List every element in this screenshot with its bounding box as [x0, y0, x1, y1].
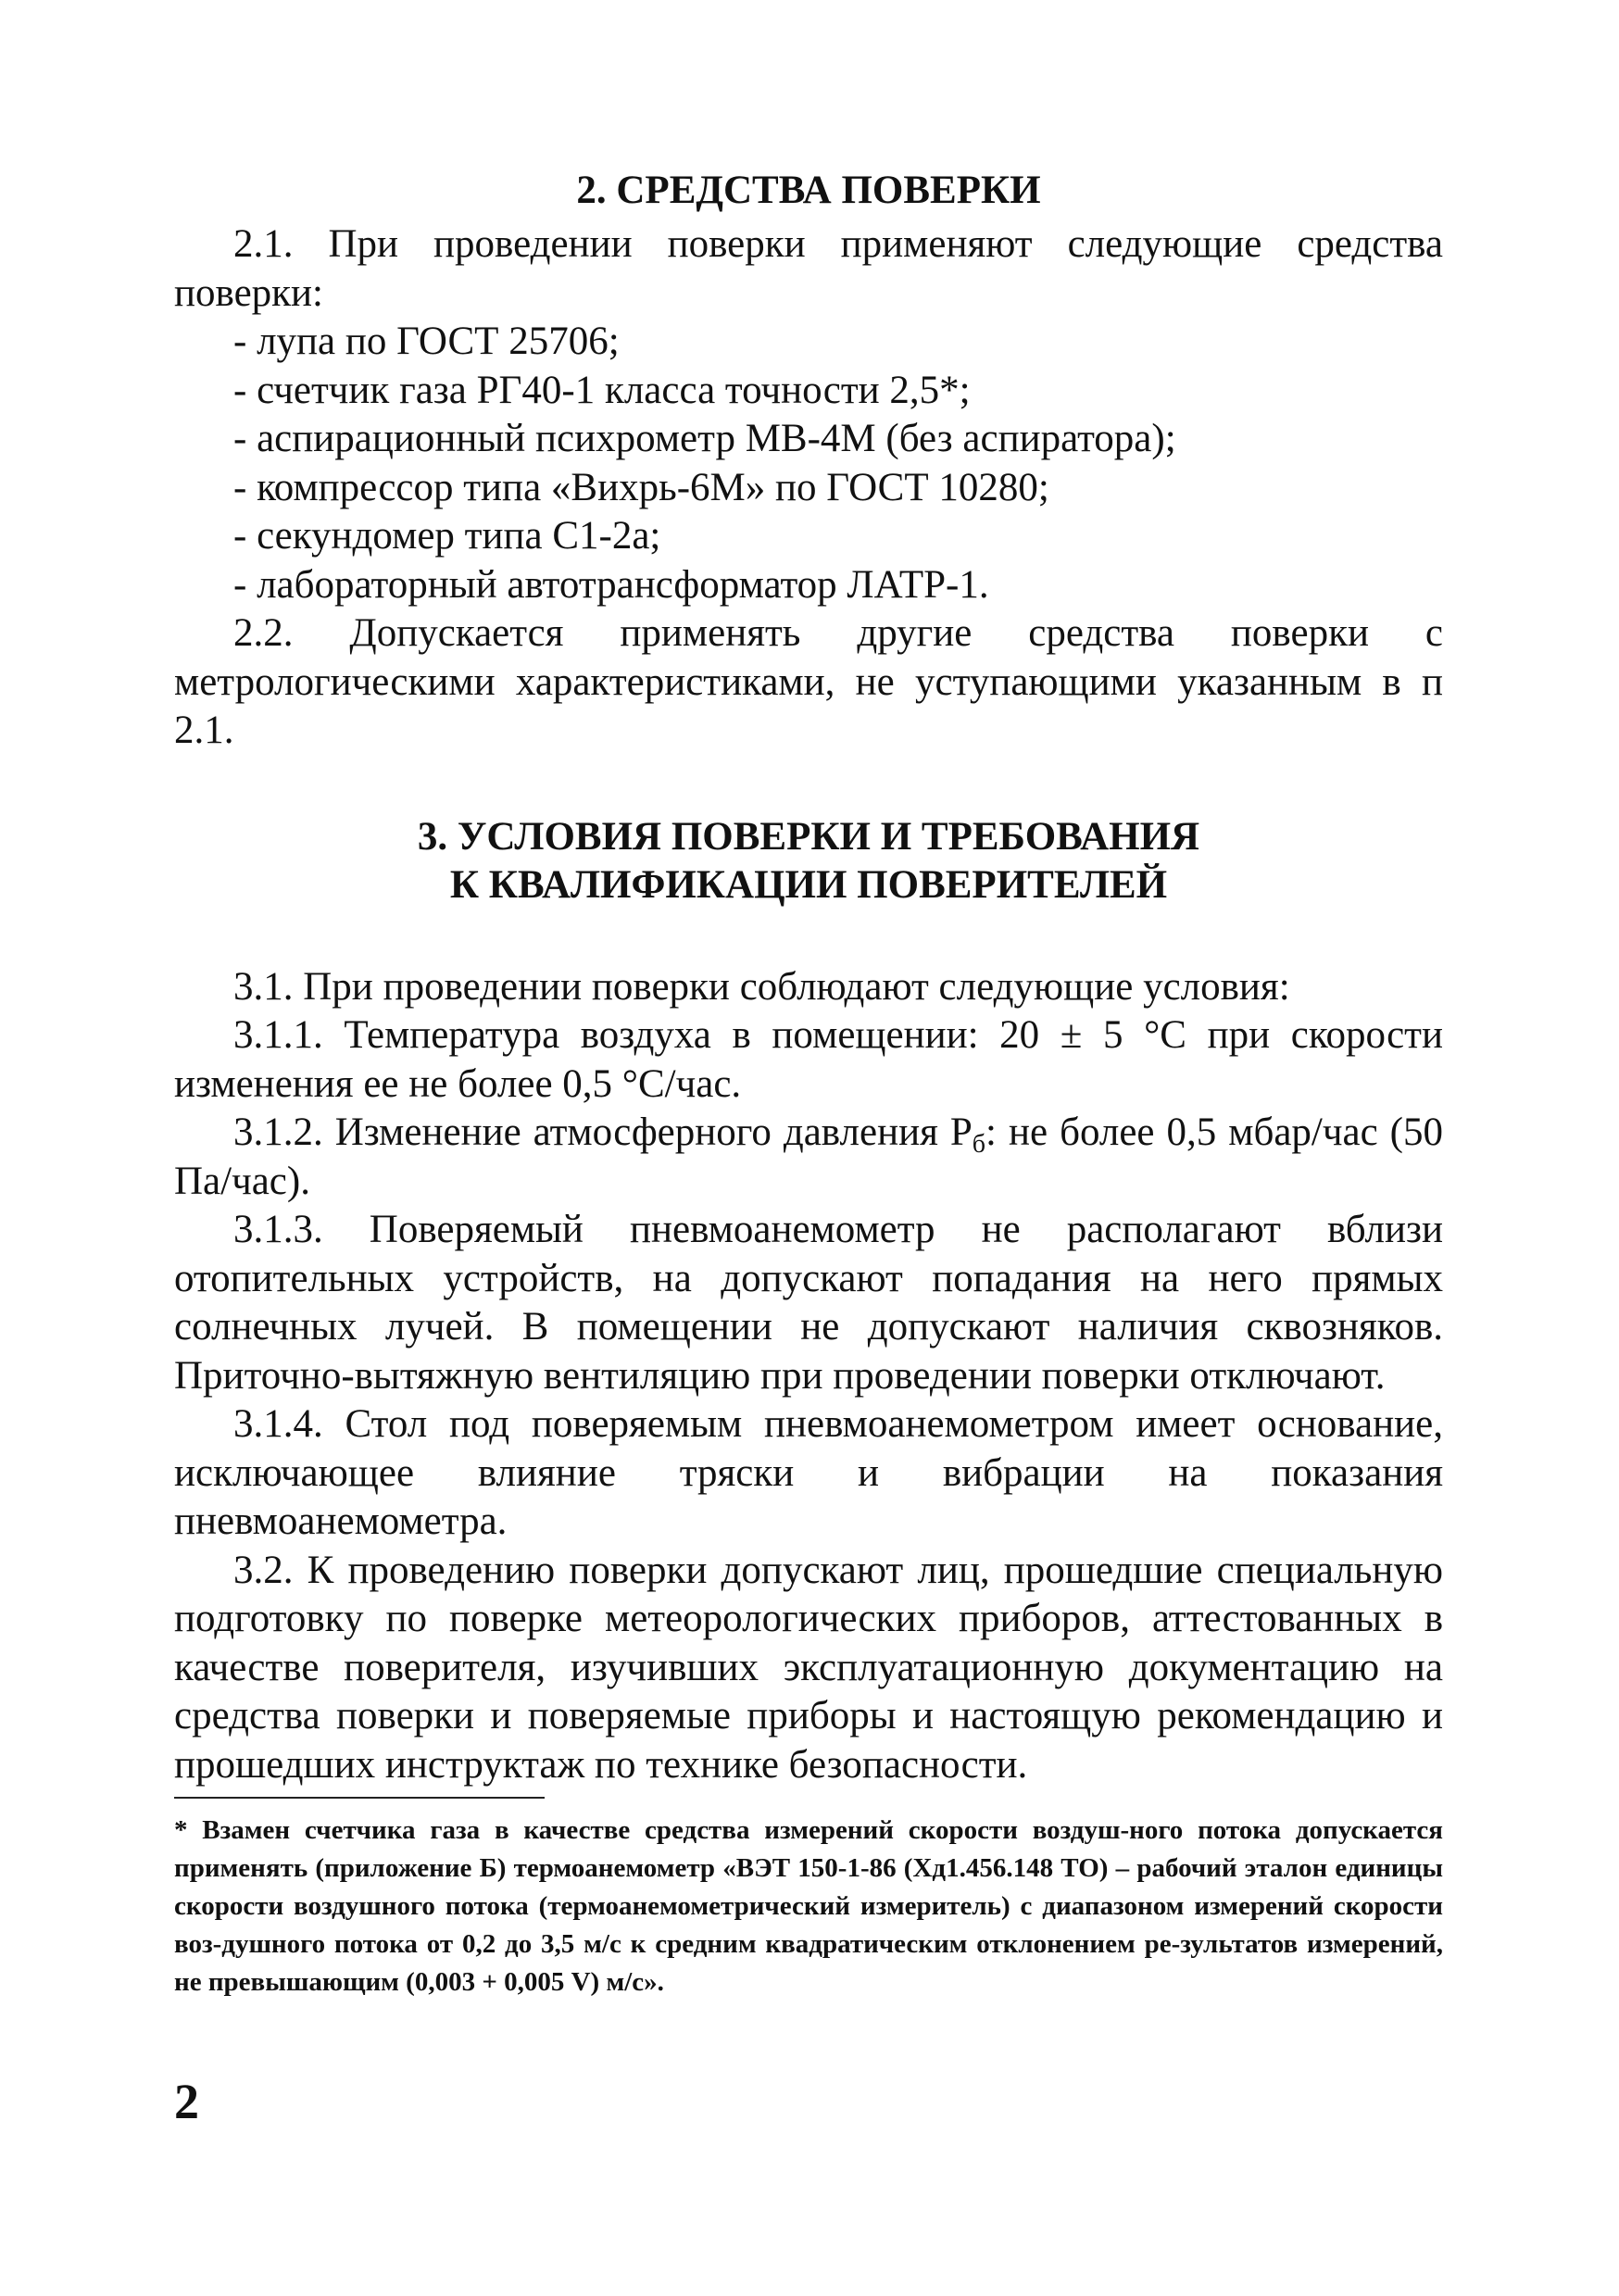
paragraph-3-1-1: 3.1.1. Температура воздуха в помещении: 20 ± 5 °С при скорости изменения ее не более 0,5 °С/час. — [174, 1013, 1443, 1106]
page-number: 2 — [174, 2074, 199, 2129]
section-3-title-line-1: 3. УСЛОВИЯ ПОВЕРКИ И ТРЕБОВАНИЯ — [417, 814, 1200, 859]
section-3-title-line-2: К КВАЛИФИКАЦИИ ПОВЕРИТЕЛЕЙ — [449, 862, 1168, 907]
paragraph-3-1-2-text-end: : не более 0,5 мбар/час (50 Па/час). — [174, 1110, 1443, 1203]
paragraph-3-1-2-text: 3.1.2. Изменение атмосферного давления Р — [233, 1110, 973, 1154]
footnote-separator — [174, 1797, 545, 1799]
verification-tools-list — [174, 318, 1443, 609]
section-3-title — [174, 813, 1443, 910]
list-item: - лабораторный автотрансформатор ЛАТР-1. — [233, 562, 989, 607]
list-item: - лупа по ГОСТ 25706; — [233, 320, 620, 363]
list-item: - компрессор типа «Вихрь-6М» по ГОСТ 10280; — [233, 465, 1049, 509]
paragraph-3-1-4: 3.1.4. Стол под поверяемым пневмоанемометром имеет основание, исключающее влияние тряски и вибрации на показания пневмоанемометра. — [174, 1402, 1443, 1543]
list-item: - счетчик газа РГ40-1 класса точности 2,5*; — [233, 368, 971, 412]
list-item: - аспирационный психрометр МВ-4М (без аспиратора); — [233, 417, 1176, 460]
paragraph-2-2: 2.2. Допускается применять другие средства поверки с метрологическими характеристиками, не уступающими указанным в п 2.1. — [174, 611, 1443, 752]
paragraph-2-1: 2.1. При проведении поверки применяют следующие средства поверки: — [174, 222, 1443, 315]
section-2-title: 2. СРЕДСТВА ПОВЕРКИ — [576, 169, 1041, 212]
document-page — [174, 167, 1443, 2001]
paragraph-3-1: 3.1. При проведении поверки соблюдают следующие условия: — [233, 964, 1290, 1009]
paragraph-3-1-2 — [174, 1109, 1443, 1206]
list-item: - секундомер типа С1-2а; — [233, 514, 661, 558]
paragraph-3-1-3: 3.1.3. Поверяемый пневмоанемометр не располагают вблизи отопительных устройств, на допускают попадания на него прямых солнечных лучей. В помещении не допускают наличия сквозняков. Приточно-вытяжную вентиляцию при проведении поверки отключают. — [174, 1208, 1443, 1398]
pressure-subscript: б — [972, 1130, 986, 1159]
paragraph-3-2: 3.2. К проведению поверки допускают лиц, прошедшие специальную подготовку по поверке метеорологических приборов, аттестованных в качестве поверителя, изучивших эксплуатационную документацию на средства поверки и поверяемые приборы и настоящую рекомендацию и прошедших инструктаж по технике безопасности. — [174, 1548, 1443, 1787]
footnote: * Взамен счетчика газа в качестве средства измерений скорости воздуш-ного потока допускается применять (приложение Б) термоанемометр «ВЭТ 150-1-86 (Хд1.456.148 ТО) – рабочий эталон единицы скорости воздушного потока (термоанемометрический измеритель) с диапазоном измерений скорости воз-душного потока от 0,2 до 3,5 м/с к средним квадратическим отклонением ре-зультатов измерений, не превышающим (0,003 + 0,005 V) м/с». — [174, 1815, 1443, 1997]
